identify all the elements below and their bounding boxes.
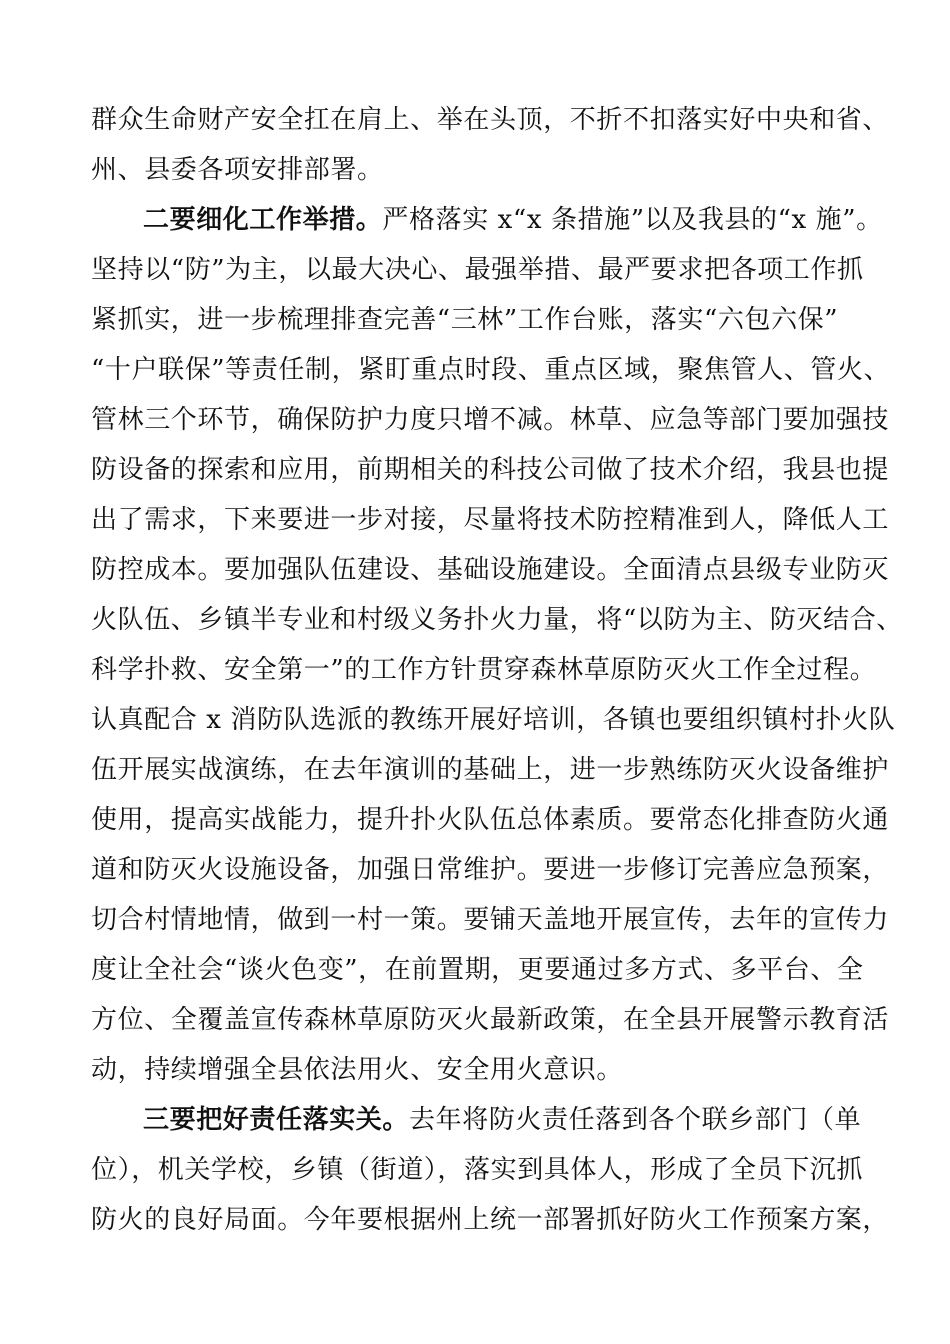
text-line: 火队伍、乡镇半专业和村级义务扑火力量，将“以防为主、防灭结合、: [91, 605, 903, 635]
text-line: 度让全社会“谈火色变”，在前置期，更要通过多方式、多平台、全: [91, 955, 864, 985]
text-line: 认真配合 x 消防队选派的教练开展好培训，各镇也要组织镇村扑火队: [91, 705, 896, 735]
text-line: 严格落实 x“x 条措施”以及我县的“x 施”。: [382, 205, 883, 235]
text-line: 位），机关学校，乡镇（街道），落实到具体人，形成了全员下沉抓: [91, 1155, 864, 1185]
text-line: 管林三个环节，确保防护力度只增不减。林草、应急等部门要加强技: [91, 405, 890, 435]
text-line: 道和防灭火设施设备，加强日常维护。要进一步修订完善应急预案，: [91, 855, 890, 885]
text-line: 群众生命财产安全扛在肩上、举在头顶，不折不扣落实好中央和省、: [91, 105, 890, 135]
text-line: 州、县委各项安排部署。: [91, 155, 384, 185]
paragraph-2-heading: 二要细化工作举措。: [143, 205, 383, 235]
text-line: 坚持以“防”为主，以最大决心、最强举措、最严要求把各项工作抓: [91, 255, 864, 285]
text-line: 去年将防火责任落到各个联乡部门（单: [409, 1105, 862, 1135]
text-line: 伍开展实战演练，在去年演训的基础上，进一步熟练防灭火设备维护: [91, 755, 890, 785]
paragraph-2-first-line: [143, 204, 883, 236]
text-line: 防火的良好局面。今年要根据州上统一部署抓好防火工作预案方案，: [91, 1205, 890, 1235]
text-line: 方位、全覆盖宣传森林草原防灭火最新政策，在全县开展警示教育活: [91, 1005, 890, 1035]
paragraph-3-heading: 三要把好责任落实关。: [143, 1105, 410, 1135]
paragraph-3-first-line: [143, 1104, 861, 1136]
text-line: 出了需求，下来要进一步对接，尽量将技术防控精准到人，降低人工: [91, 505, 890, 535]
text-line: 使用，提高实战能力，提升扑火队伍总体素质。要常态化排查防火通: [91, 805, 890, 835]
text-line: “十户联保”等责任制，紧盯重点时段、重点区域，聚焦管人、管火、: [91, 355, 891, 385]
text-line: 防设备的探索和应用，前期相关的科技公司做了技术介绍，我县也提: [91, 455, 890, 485]
text-line: 动，持续增强全县依法用火、安全用火意识。: [91, 1055, 624, 1085]
text-line: 紧抓实，进一步梳理排查完善“三林”工作台账，落实“六包六保”: [91, 305, 839, 335]
text-line: 切合村情地情，做到一村一策。要铺天盖地开展宣传，去年的宣传力: [91, 905, 890, 935]
text-line: 科学扑救、安全第一”的工作方针贯穿森林草原防灭火工作全过程。: [91, 655, 877, 685]
text-line: 防控成本。要加强队伍建设、基础设施建设。全面清点县级专业防灭: [91, 555, 890, 585]
